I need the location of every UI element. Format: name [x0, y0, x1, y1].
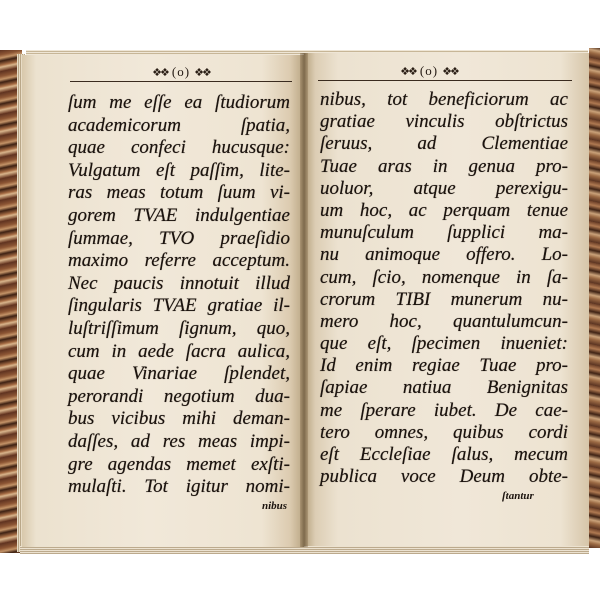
text-line: uoluor, atque perexigu- — [320, 177, 568, 199]
text-line: crorum TIBI munerum nu- — [320, 288, 568, 310]
text-line: academicorum ſpatia, — [68, 114, 290, 136]
left-header-rule — [70, 81, 292, 82]
left-page-text — [68, 92, 290, 499]
text-line: ſum me eſſe ea ſtudiorum — [68, 92, 290, 113]
right-catchword: ſtantur — [502, 490, 534, 502]
text-line: gorem TVAE indulgentiae — [68, 204, 290, 226]
text-line: ras meas totum ſuum vi- — [68, 182, 290, 204]
text-line: nibus, tot beneficiorum ac — [320, 89, 568, 110]
text-line: gratiae vinculis obſtrictus — [320, 111, 568, 133]
text-line: cum, ſcio, nomenque in ſa- — [320, 266, 568, 288]
page-stack-bottom-edge — [20, 546, 589, 554]
fleuron-ornament-icon — [194, 64, 210, 82]
text-line: mero hoc, quantulumcun- — [320, 310, 568, 332]
text-line: gre agendas memet exſti- — [68, 453, 290, 475]
text-line: publica voce Deum obte- — [320, 466, 568, 488]
marbled-cover-right — [589, 48, 600, 548]
text-line: Nec paucis innotuit illud — [68, 272, 290, 294]
text-line: quae Vinariae ſplendet, — [68, 363, 290, 385]
text-line: tero omnes, quibus cordi — [320, 421, 568, 443]
text-line: ſummae, TVO praeſidio — [68, 227, 290, 249]
fleuron-ornament-icon — [152, 64, 168, 82]
text-line: ſeruus, ad Clementiae — [320, 133, 568, 155]
left-page-header — [120, 63, 242, 81]
text-line: Vulgatum eſt paſſim, lite- — [68, 159, 290, 181]
text-line: daſſes, ad res meas impi- — [68, 430, 290, 452]
text-line: eſt Eccleſiae ſalus, mecum — [320, 444, 568, 465]
text-line: Id enim regiae Tuae pro- — [320, 355, 568, 377]
text-line: maximo referre acceptum. — [68, 250, 290, 272]
text-line: ſapiae natiua Benignitas — [320, 377, 568, 399]
text-line: luſtriſſimum ſignum, quo, — [68, 317, 290, 339]
text-line: nu animoque offero. Lo- — [320, 244, 568, 266]
text-line: Tuae aras in genua pro- — [320, 155, 568, 177]
right-header-rule — [318, 80, 572, 81]
text-line: ſingularis TVAE gratiae il- — [68, 295, 290, 317]
right-page-header — [368, 62, 490, 80]
page-mark: (o) — [171, 64, 191, 79]
right-page-text — [320, 89, 568, 488]
text-line: mulaſti. Tot igitur nomi- — [68, 476, 290, 498]
text-line: bus vicibus mihi deman- — [68, 408, 290, 430]
text-line: perorandi negotium dua- — [68, 385, 290, 407]
text-line: me ſperare iubet. De cae- — [320, 399, 568, 421]
book-gutter — [300, 53, 308, 547]
left-catchword: nibus — [262, 500, 288, 512]
text-line: um hoc, ac perquam tenue — [320, 199, 568, 221]
fleuron-ornament-icon — [400, 63, 416, 81]
text-line: munuſculum ſupplici ma- — [320, 222, 568, 244]
page-mark: (o) — [419, 63, 439, 78]
text-line: que eſt, ſpecimen inueniet: — [320, 333, 568, 355]
text-line: quae confeci hucusque: — [68, 137, 290, 159]
text-line: cum in aede ſacra aulica, — [68, 340, 290, 362]
fleuron-ornament-icon — [442, 63, 458, 81]
